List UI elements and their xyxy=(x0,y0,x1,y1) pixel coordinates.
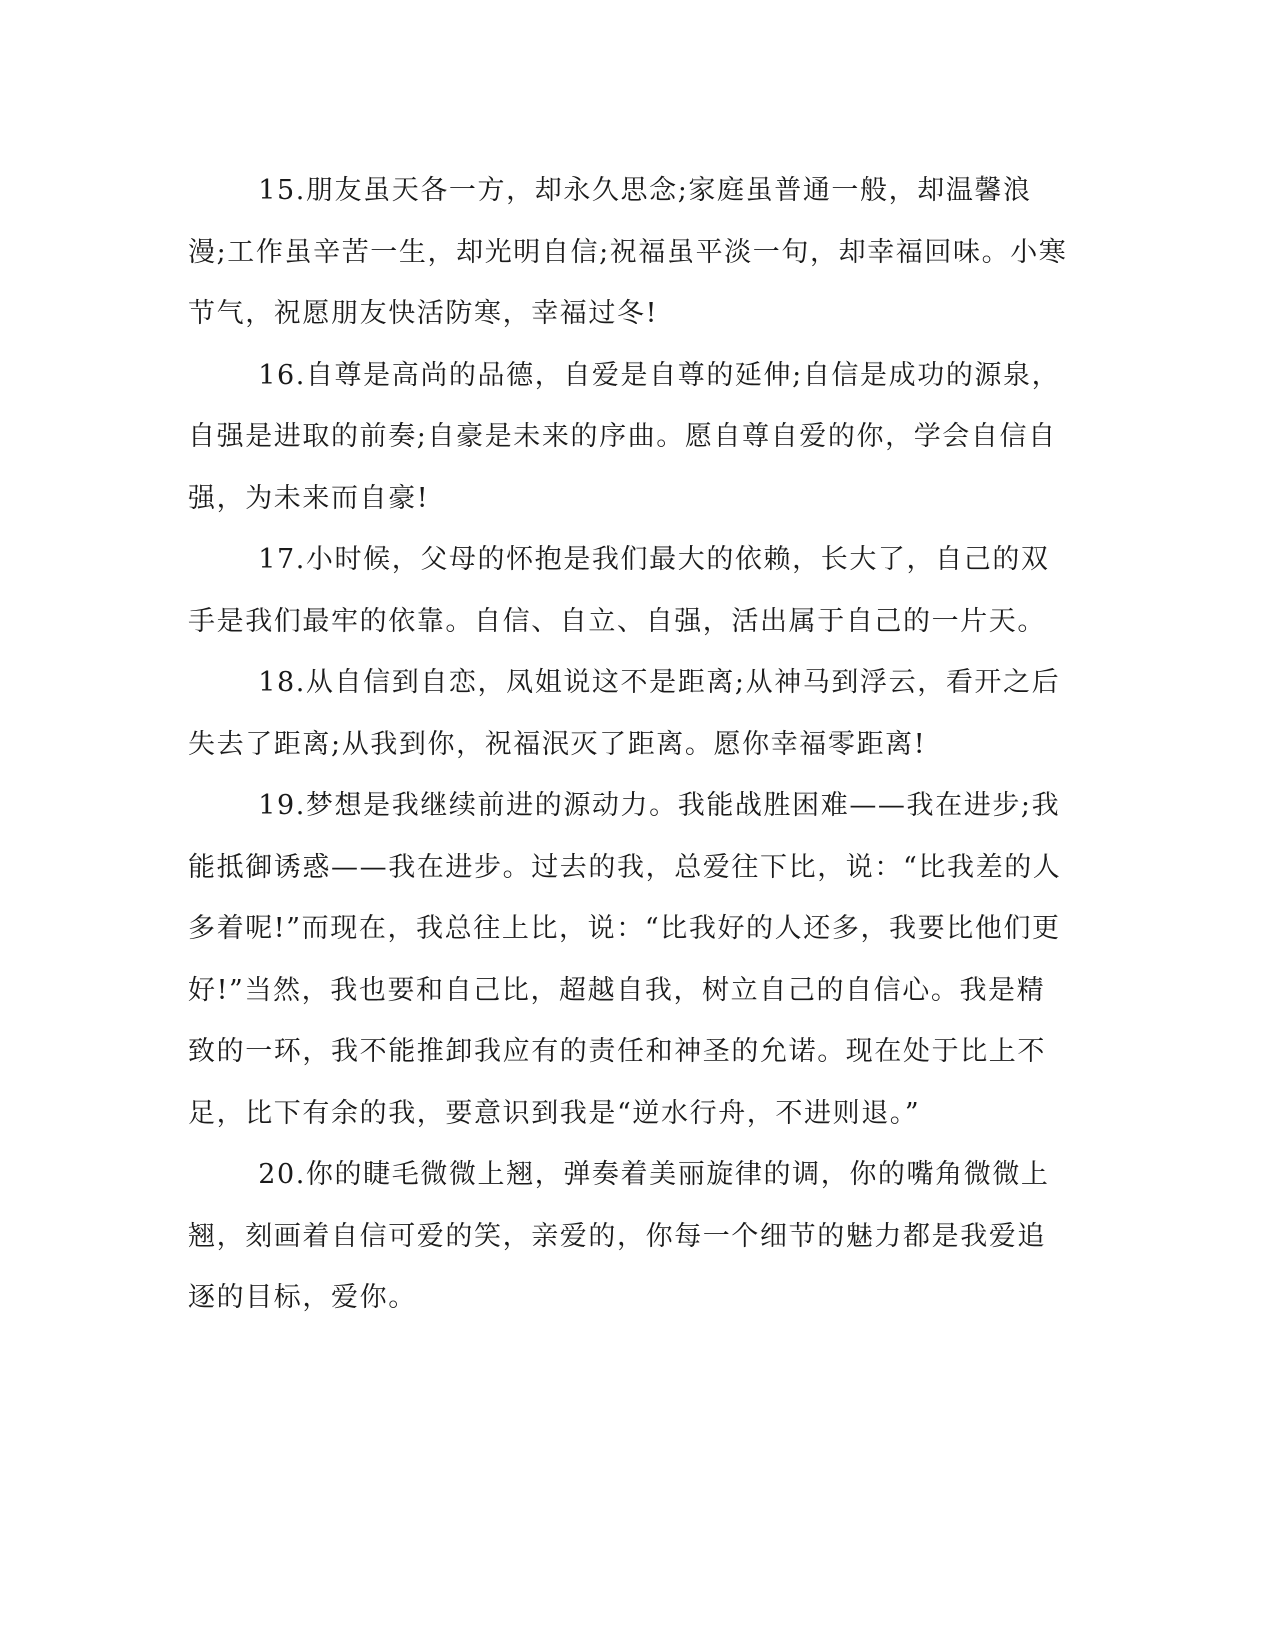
document-body xyxy=(188,160,1068,1329)
paragraph-16: 16.自尊是高尚的品德，自爱是自尊的延伸;自信是成功的源泉，自强是进取的前奏;自豪是未来的序曲。愿自尊自爱的你，学会自信自强，为未来而自豪! xyxy=(188,359,1061,514)
paragraph-19: 19.梦想是我继续前进的源动力。我能战胜困难——我在进步;我能抵御诱惑——我在进步。过去的我，总爱往下比，说：“比我差的人多着呢!”而现在，我总往上比，说：“比我好的人还多，我要比他们更好!”当然，我也要和自己比，超越自我，树立自己的自信心。我是精致的一环，我不能推卸我应有的责任和神圣的允诺。现在处于比上不足，比下有余的我，要意识到我是“逆水行舟，不进则退。” xyxy=(188,790,1062,1129)
paragraph-17: 17.小时候，父母的怀抱是我们最大的依赖，长大了，自己的双手是我们最牢的依靠。自信、自立、自强，活出属于自己的一片天。 xyxy=(188,544,1050,637)
paragraph-18: 18.从自信到自恋，凤姐说这不是距离;从神马到浮云，看开之后失去了距离;从我到你，祝福泯灭了距离。愿你幸福零距离! xyxy=(188,667,1061,760)
paragraph-15: 15.朋友虽天各一方，却永久思念;家庭虽普通一般，却温馨浪漫;工作虽辛苦一生，却光明自信;祝福虽平淡一句，却幸福回味。小寒节气，祝愿朋友快活防寒，幸福过冬! xyxy=(188,175,1068,329)
paragraph-20: 20.你的睫毛微微上翘，弹奏着美丽旋律的调，你的嘴角微微上翘，刻画着自信可爱的笑，亲爱的，你每一个细节的魅力都是我爱追逐的目标，爱你。 xyxy=(188,1159,1050,1313)
